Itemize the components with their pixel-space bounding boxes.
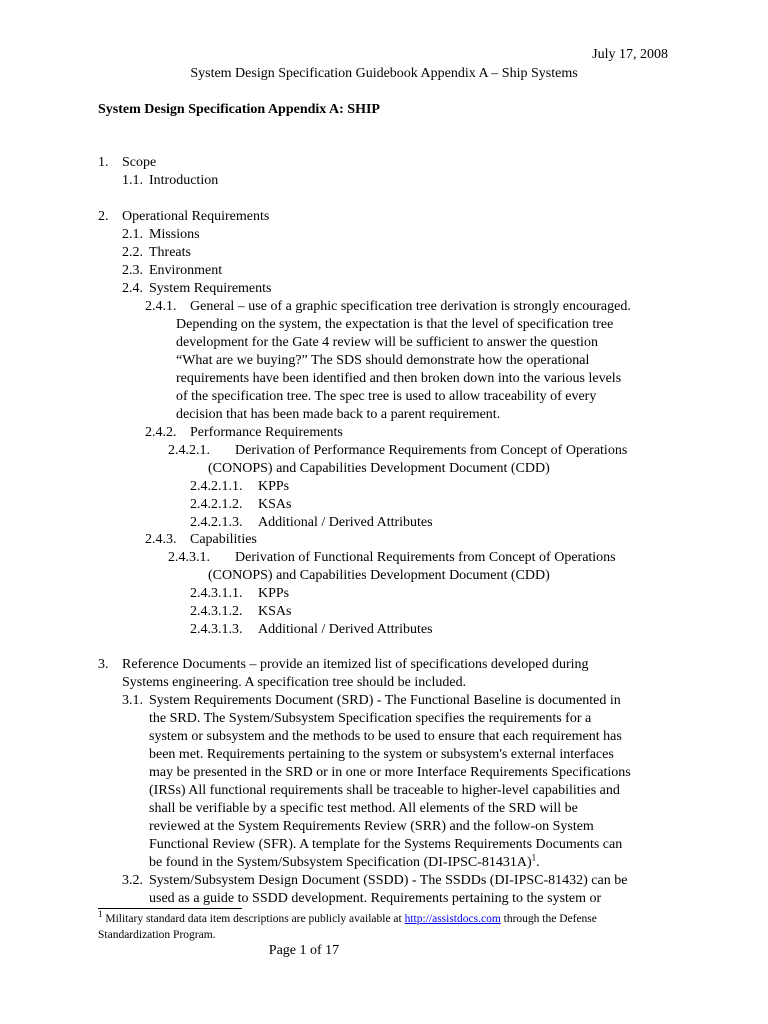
section-number: 2.1.: [122, 227, 143, 242]
section-heading-operational-requirements: Operational Requirements: [122, 209, 270, 224]
list-item-derived-attributes: Additional / Derived Attributes: [258, 515, 433, 530]
section-heading-performance-requirements: Performance Requirements: [190, 425, 343, 440]
paragraph-line: Systems engineering. A specification tree should be included.: [122, 675, 467, 690]
paragraph-line: System/Subsystem Design Document (SSDD) - The SSDDs (DI-IPSC-81432) can be: [149, 873, 628, 888]
section-number: 1.: [98, 155, 109, 170]
section-heading-introduction: Introduction: [149, 173, 219, 188]
section-number: 3.: [98, 657, 109, 672]
list-item-ksas: KSAs: [258, 604, 292, 619]
paragraph-line: decision that has been made back to a parent requirement.: [176, 407, 501, 422]
paragraph-line: Depending on the system, the expectation is that the level of specification tree: [176, 317, 614, 332]
footnote-marker: 1: [98, 909, 103, 920]
footnote: [98, 911, 597, 927]
paragraph-line: Derivation of Functional Requirements from Concept of Operations: [235, 550, 616, 565]
paragraph-line: Reference Documents – provide an itemized list of specifications developed during: [122, 657, 589, 672]
paragraph-text: be found in the System/Subsystem Specification (DI-IPSC-81431A): [149, 855, 532, 870]
header-date: July 17, 2008: [592, 47, 668, 62]
section-number: 2.4.3.1.1.: [190, 586, 243, 601]
paragraph-line: reviewed at the System Requirements Review (SRR) and the follow-on System: [149, 819, 594, 834]
paragraph-line: the SRD. The System/Subsystem Specification specifies the requirements for a: [149, 711, 592, 726]
paragraph-line: [149, 854, 540, 872]
section-number: 2.4.2.1.: [168, 443, 210, 458]
paragraph-line: (CONOPS) and Capabilities Development Document (CDD): [208, 568, 550, 583]
paragraph-line: development for the Gate 4 review will be sufficient to answer the question: [176, 335, 598, 350]
section-number: 1.1.: [122, 173, 143, 188]
paragraph-line: been met. Requirements pertaining to the system or subsystem's external interfaces: [149, 747, 614, 762]
paragraph-line: General – use of a graphic specification tree derivation is strongly encouraged.: [190, 299, 631, 314]
section-number: 2.4.2.1.1.: [190, 479, 243, 494]
section-number: 2.4.: [122, 281, 143, 296]
section-number: 2.4.3.1.3.: [190, 622, 243, 637]
section-heading-threats: Threats: [149, 245, 191, 260]
section-number: 3.2.: [122, 873, 143, 888]
paragraph-line: System Requirements Document (SRD) - The Functional Baseline is documented in: [149, 693, 621, 708]
section-heading-missions: Missions: [149, 227, 200, 242]
footnote-text: Standardization Program.: [98, 929, 216, 941]
section-number: 2.4.2.1.3.: [190, 515, 243, 530]
assistdocs-link[interactable]: http://assistdocs.com: [404, 913, 501, 925]
paragraph-line: (IRSs) All functional requirements shall be traceable to higher-level capabilities and: [149, 783, 620, 798]
section-number: 2.4.2.1.2.: [190, 497, 243, 512]
list-item-kpps: KPPs: [258, 479, 290, 494]
paragraph-line: of the specification tree. The spec tree is used to allow traceability of every: [176, 389, 597, 404]
paragraph-line: requirements have been identified and then broken down into the various levels: [176, 371, 622, 386]
section-heading-system-requirements: System Requirements: [149, 281, 272, 296]
paragraph-line: Functional Review (SFR). A template for the Systems Requirements Documents can: [149, 837, 623, 852]
paragraph-line: (CONOPS) and Capabilities Development Document (CDD): [208, 461, 550, 476]
paragraph-line: “What are we buying?” The SDS should demonstrate how the operational: [176, 353, 590, 368]
section-heading-scope: Scope: [122, 155, 157, 170]
footnote-separator: [98, 908, 242, 909]
section-number: 2.2.: [122, 245, 143, 260]
page-number: Page 1 of 17: [268, 943, 340, 958]
section-number: 2.4.1.: [145, 299, 177, 314]
section-number: 3.1.: [122, 693, 143, 708]
section-heading-capabilities: Capabilities: [190, 532, 257, 547]
section-number: 2.: [98, 209, 109, 224]
section-number: 2.4.3.1.: [168, 550, 210, 565]
list-item-ksas: KSAs: [258, 497, 292, 512]
running-header: System Design Specification Guidebook Appendix A – Ship Systems: [190, 66, 578, 81]
section-number: 2.4.3.: [145, 532, 177, 547]
paragraph-line: Derivation of Performance Requirements from Concept of Operations: [235, 443, 628, 458]
paragraph-line: system or subsystem and the methods to be used to ensure that each requirement has: [149, 729, 622, 744]
paragraph-line: used as a guide to SSDD development. Requirements pertaining to the system or: [149, 891, 602, 906]
section-number: 2.3.: [122, 263, 143, 278]
list-item-derived-attributes: Additional / Derived Attributes: [258, 622, 433, 637]
paragraph-text: .: [536, 855, 540, 870]
footnote-text: through the Defense: [500, 913, 597, 925]
paragraph-line: shall be verifiable by a specific test method. All elements of the SRD will be: [149, 801, 578, 816]
footnote-text: Military standard data item descriptions are publicly available at: [102, 913, 405, 925]
list-item-kpps: KPPs: [258, 586, 290, 601]
section-heading-environment: Environment: [149, 263, 223, 278]
document-title: System Design Specification Appendix A: SHIP: [98, 102, 380, 117]
footnote-reference[interactable]: 1: [531, 852, 537, 863]
paragraph-line: may be presented in the SRD or in one or more Interface Requirements Specifications: [149, 765, 631, 780]
section-number: 2.4.3.1.2.: [190, 604, 243, 619]
section-number: 2.4.2.: [145, 425, 177, 440]
